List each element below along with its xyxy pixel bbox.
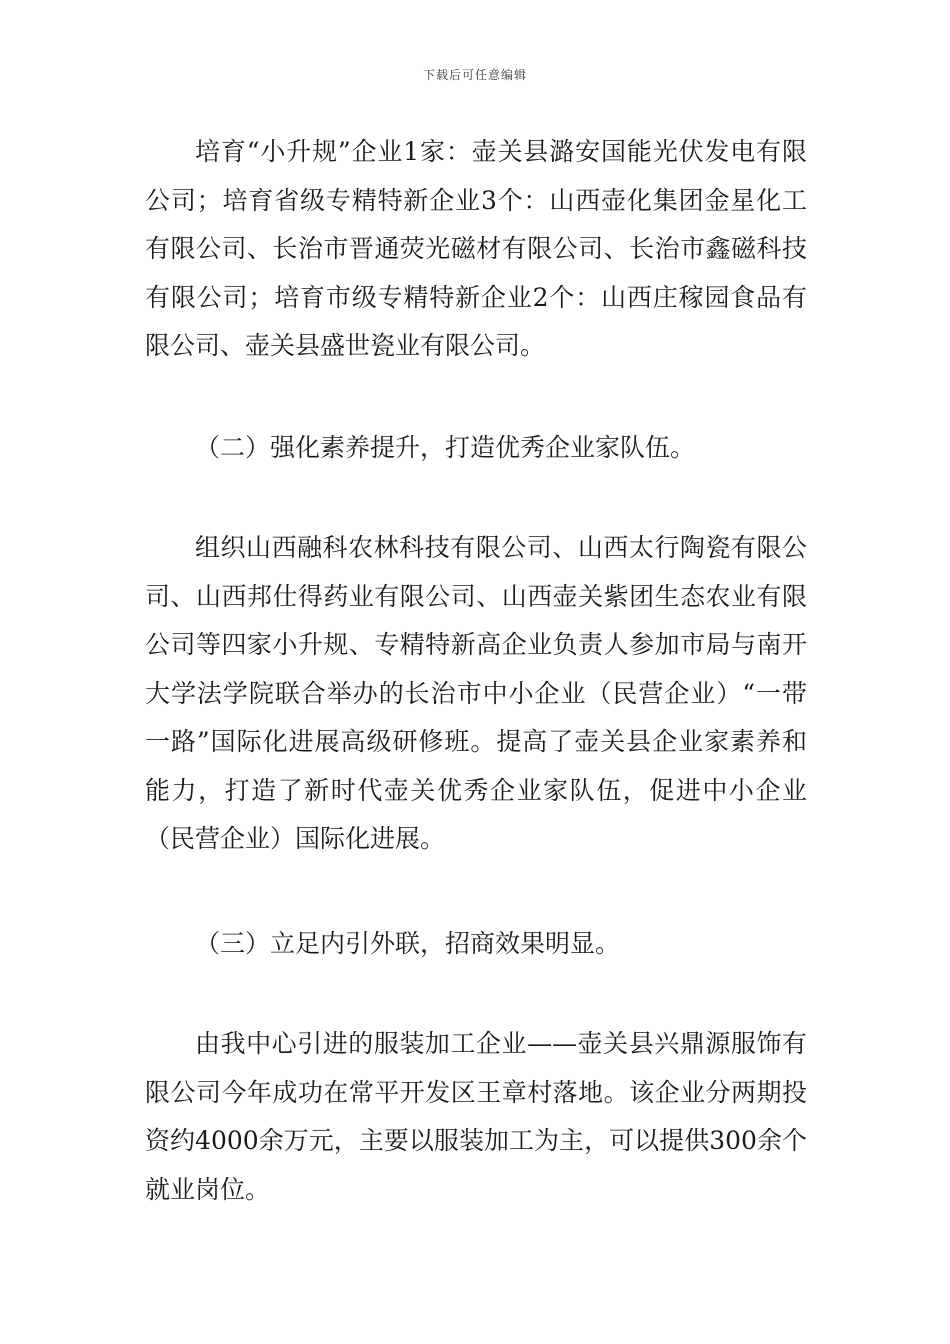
page-header-note: 下载后可任意编辑 xyxy=(422,68,527,82)
section-heading-2: （二）强化素养提升，打造优秀企业家队伍。 xyxy=(195,433,696,462)
section-heading-3: （三）立足内引外联，招商效果明显。 xyxy=(195,929,621,958)
paragraph-investment: 由我中心引进的服装加工企业——壶关县兴鼎源服饰有限公司今年成功在常平开发区王章村落地。该企业分两期投资约4000余万元，主要以服装加工为主，可以提供300余个就业岗位。 xyxy=(145,1029,807,1204)
paragraph-cultivation: 培育“小升规”企业1家：壶关县潞安国能光伏发电有限公司；培育省级专精特新企业3个：山西壶化集团金星化工有限公司、长治市晋通荧光磁材有限公司、长治市鑫磁科技有限公司；培育市级专精特新企业2个：山西庄稼园食品有限公司、壶关县盛世瓷业有限公司。 xyxy=(145,137,807,360)
paragraph-entrepreneur-training: 组织山西融科农林科技有限公司、山西太行陶瓷有限公司、山西邦仕得药业有限公司、山西壶关紫团生态农业有限公司等四家小升规、专精特新高企业负责人参加市局与南开大学法学院联合举办的长治市中小企业（民营企业）“一带一路”国际化进展高级研修班。提高了壶关县企业家素养和能力，打造了新时代壶关优秀企业家队伍，促进中小企业（民营企业）国际化进展。 xyxy=(145,533,807,853)
